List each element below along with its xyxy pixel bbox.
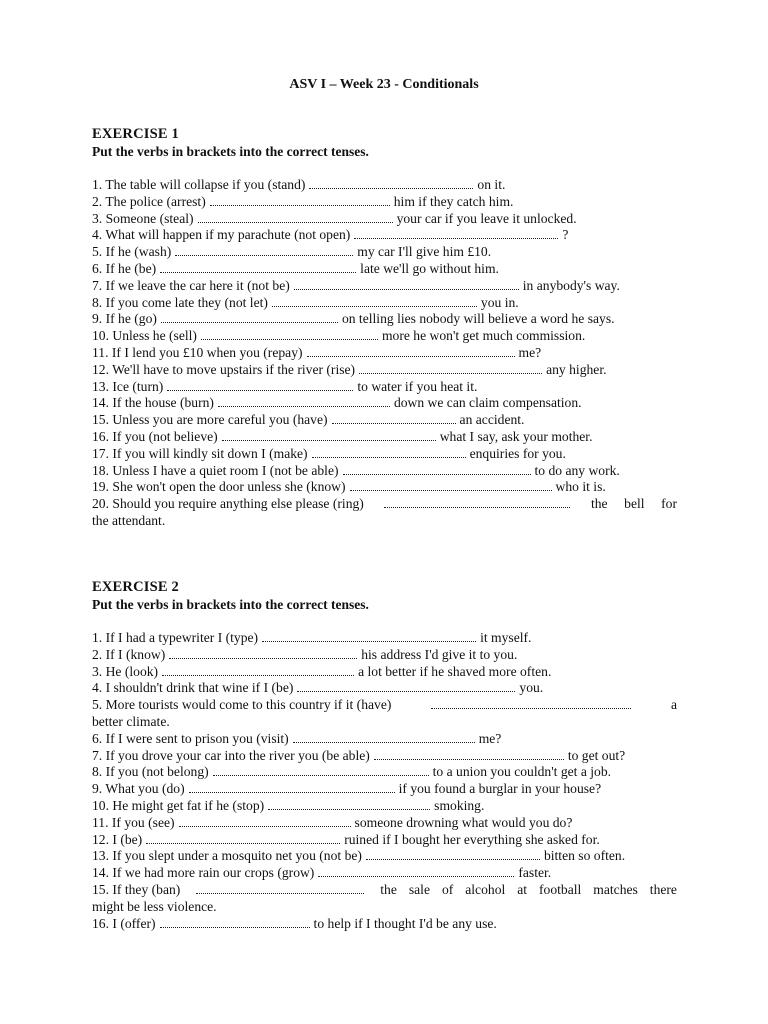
list-item: [92, 781, 677, 798]
item-text: 2. The police (arrest): [92, 193, 206, 209]
list-item: [92, 429, 677, 446]
list-item: [92, 446, 677, 463]
item-text: 11. If you (see): [92, 814, 175, 830]
answer-blank[interactable]: [175, 244, 353, 256]
exercise-1-instruction: Put the verbs in brackets into the correct tenses.: [92, 144, 369, 159]
list-item: [92, 731, 677, 748]
answer-blank[interactable]: [162, 664, 354, 676]
answer-blank[interactable]: [201, 328, 378, 340]
item-text: 6. If he (be): [92, 260, 157, 276]
answer-blank[interactable]: [268, 798, 430, 810]
item-text: you.: [519, 680, 544, 696]
list-item: [92, 328, 677, 345]
answer-blank[interactable]: [213, 764, 429, 776]
list-item: 20. Should you require anything else please (ring) the bell for: [92, 496, 677, 512]
list-item: [92, 295, 677, 312]
item-text: 6. If I were sent to prison you (visit): [92, 730, 289, 746]
exercise-2: [92, 579, 677, 932]
answer-blank[interactable]: [169, 647, 357, 659]
item-text: to water if you heat it.: [357, 378, 478, 394]
item-text: someone drowning what would you do?: [354, 814, 573, 830]
exercise-2-heading: EXERCISE 2: [92, 579, 180, 595]
item-text: you in.: [480, 294, 519, 310]
answer-blank[interactable]: [210, 194, 390, 206]
answer-blank[interactable]: [359, 362, 542, 374]
item-text: enquiries for you.: [469, 445, 566, 461]
answer-blank[interactable]: [146, 832, 340, 844]
item-text: 7. If you drove your car into the river you (be able): [92, 747, 370, 763]
list-item: [92, 798, 677, 815]
item-text: 10. Unless he (sell): [92, 328, 197, 344]
list-item: [92, 211, 677, 228]
item-text: 13. Ice (turn): [92, 378, 164, 394]
list-item: 5. More tourists would come to this country if it (have) a: [92, 697, 677, 713]
answer-blank[interactable]: [366, 848, 540, 860]
answer-blank[interactable]: [318, 865, 514, 877]
list-item: [92, 194, 677, 211]
answer-blank[interactable]: [218, 395, 390, 407]
list-item: [92, 748, 677, 765]
list-item: [92, 832, 677, 849]
list-item: [92, 630, 677, 647]
item-text: 2. If I (know): [92, 646, 166, 662]
answer-blank[interactable]: [312, 446, 466, 458]
exercise-1-heading: EXERCISE 1: [92, 126, 180, 142]
list-item: [92, 865, 677, 882]
list-item: [92, 680, 677, 697]
item-text: his address I'd give it to you.: [361, 646, 518, 662]
item-text: to a union you couldn't get a job.: [432, 764, 612, 780]
item-text: on it.: [477, 177, 506, 192]
answer-blank[interactable]: [343, 463, 531, 475]
item-text: 3. Someone (steal): [92, 210, 194, 226]
list-item: [92, 278, 677, 295]
item-text: 4. What will happen if my parachute (not open): [92, 227, 351, 243]
item-text: 12. We'll have to move upstairs if the river (rise): [92, 361, 356, 377]
answer-blank[interactable]: [294, 278, 519, 290]
item-text: 13. If you slept under a mosquito net you (not be): [92, 848, 362, 864]
exercise-1: [92, 126, 677, 530]
answer-blank[interactable]: [161, 311, 338, 323]
answer-blank[interactable]: [160, 261, 356, 273]
item-text: 9. What you (do): [92, 781, 185, 797]
answer-blank[interactable]: [222, 429, 436, 441]
item-text: faster.: [518, 865, 552, 881]
item-text: to help if I thought I'd be any use.: [313, 915, 497, 931]
item-text: 19. She won't open the door unless she (know): [92, 479, 346, 495]
item-text: smoking.: [434, 797, 485, 813]
item-text: 1. If I had a typewriter I (type): [92, 630, 259, 645]
item-text: 20. Should you require anything else please (ring): [92, 496, 364, 512]
list-item: [92, 345, 677, 362]
list-item-continuation: better climate.: [92, 713, 170, 729]
item-text: 9. If he (go): [92, 311, 157, 327]
answer-blank[interactable]: [350, 479, 552, 491]
item-text: 10. He might get fat if he (stop): [92, 797, 265, 813]
item-text: 1. The table will collapse if you (stand): [92, 177, 306, 192]
list-item: [92, 479, 677, 496]
item-text: 17. If you will kindly sit down I (make): [92, 445, 308, 461]
item-text: 15. If they (ban): [92, 881, 181, 897]
item-text: an accident.: [459, 412, 525, 428]
answer-blank[interactable]: [309, 177, 473, 189]
item-text: my car I'll give him £10.: [357, 244, 492, 260]
item-text: 12. I (be): [92, 831, 143, 847]
list-item: [92, 177, 677, 194]
item-text: 15. Unless you are more careful you (have): [92, 412, 328, 428]
item-text: who it is.: [555, 479, 606, 495]
item-text: 11. If I lend you £10 when you (repay): [92, 344, 303, 360]
item-text: 8. If you (not belong): [92, 764, 209, 780]
item-text: a lot better if he shaved more often.: [358, 663, 552, 679]
item-text: in anybody's way.: [522, 277, 620, 293]
item-text: 7. If we leave the car here it (not be): [92, 277, 290, 293]
item-text: 16. I (offer): [92, 915, 156, 931]
item-text: me?: [478, 730, 502, 746]
item-text: your car if you leave it unlocked.: [396, 210, 577, 226]
item-text: 5. More tourists would come to this country if it (have): [92, 697, 392, 713]
exercise-2-instruction: Put the verbs in brackets into the correct tenses.: [92, 597, 369, 612]
item-text: down we can claim compensation.: [393, 395, 582, 411]
item-text: 5. If he (wash): [92, 244, 172, 260]
list-item: [92, 395, 677, 412]
answer-blank[interactable]: [272, 295, 477, 307]
item-text: 8. If you come late they (not let): [92, 294, 268, 310]
item-text: 3. He (look): [92, 663, 159, 679]
item-text: me?: [518, 344, 542, 360]
item-text: more he won't get much commission.: [381, 328, 586, 344]
answer-blank[interactable]: [160, 916, 310, 928]
item-text: 14. If the house (burn): [92, 395, 214, 411]
item-text: late we'll go without him.: [360, 260, 499, 276]
list-item: [92, 764, 677, 781]
answer-blank[interactable]: [307, 345, 515, 357]
list-item: [92, 379, 677, 396]
list-item: [92, 261, 677, 278]
list-item: [92, 362, 677, 379]
answer-blank[interactable]: [196, 882, 364, 894]
list-item: [92, 647, 677, 664]
item-text: ?: [562, 227, 569, 243]
item-text: 4. I shouldn't drink that wine if I (be): [92, 680, 294, 696]
answer-blank[interactable]: [297, 680, 515, 692]
answer-blank[interactable]: [293, 731, 475, 743]
list-item: [92, 463, 677, 480]
answer-blank[interactable]: [262, 630, 476, 642]
answer-blank[interactable]: [179, 815, 351, 827]
list-item-continuation: might be less violence.: [92, 898, 217, 914]
answer-blank[interactable]: [198, 211, 393, 223]
item-text: to do any work.: [534, 462, 620, 478]
answer-blank[interactable]: [189, 781, 395, 793]
list-item: [92, 815, 677, 832]
list-item-continuation: the attendant.: [92, 512, 166, 528]
answer-blank[interactable]: [332, 412, 456, 424]
page-title: ASV I – Week 23 - Conditionals: [289, 77, 479, 92]
item-text: him if they catch him.: [393, 193, 514, 209]
list-item: [92, 412, 677, 429]
answer-blank[interactable]: [431, 697, 631, 709]
list-item: [92, 244, 677, 261]
answer-blank[interactable]: [384, 496, 570, 508]
item-text: if you found a burglar in your house?: [398, 781, 602, 797]
answer-blank[interactable]: [374, 748, 564, 760]
item-text: on telling lies nobody will believe a word he says.: [341, 311, 615, 327]
item-text: to get out?: [567, 747, 626, 763]
list-item: [92, 848, 677, 865]
item-text: any higher.: [546, 361, 607, 377]
answer-blank[interactable]: [167, 379, 353, 391]
answer-blank[interactable]: [354, 227, 558, 239]
list-item: [92, 916, 677, 933]
item-text: 16. If you (not believe): [92, 428, 218, 444]
item-text: it myself.: [480, 630, 532, 645]
item-text: what I say, ask your mother.: [439, 428, 593, 444]
item-text: ruined if I bought her everything she asked for.: [344, 831, 600, 847]
item-text: 14. If we had more rain our crops (grow): [92, 865, 315, 881]
list-item: [92, 311, 677, 328]
list-item: [92, 227, 677, 244]
item-text: 18. Unless I have a quiet room I (not be able): [92, 462, 339, 478]
item-text: bitten so often.: [543, 848, 626, 864]
list-item: 15. If they (ban) the sale of alcohol at football matches there: [92, 881, 677, 897]
list-item: [92, 664, 677, 681]
